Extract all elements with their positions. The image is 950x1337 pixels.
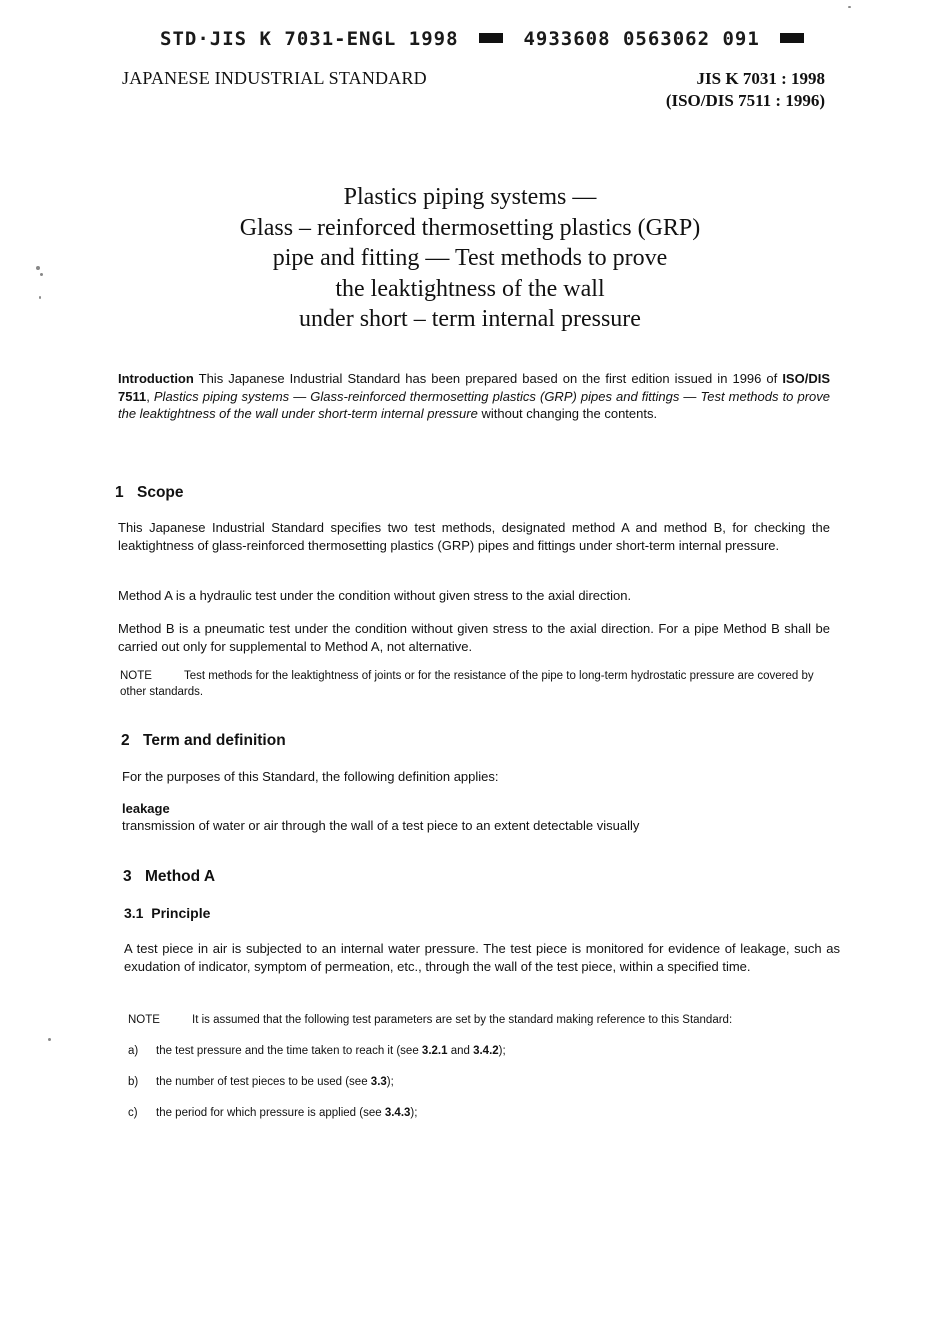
clause-ref: 3.4.2 — [473, 1045, 499, 1057]
intro-label: Introduction — [118, 371, 194, 386]
principle-paragraph: A test piece in air is subjected to an internal water pressure. The test piece is monitored for evidence of leakage, such as exudation of indicator, symptom of permeation, etc., through the wall of the test piece, within a specified time. — [124, 941, 840, 974]
note-label: NOTE — [128, 1014, 160, 1026]
scope-paragraph: This Japanese Industrial Standard specifies two test methods, designated method A and method B, for checking the leaktightness of glass-reinforced thermosetting plastics (GRP) pipes and fittings under short-term internal pressure. — [118, 520, 830, 553]
note-label: NOTE — [120, 670, 152, 682]
list-text: ); — [386, 1076, 394, 1088]
subsection-number: 3.1 — [124, 905, 144, 921]
redaction-block-icon — [780, 33, 804, 43]
title-line: under short – term internal pressure — [299, 306, 641, 332]
standard-name: JAPANESE INDUSTRIAL STANDARD — [122, 68, 427, 88]
note-text: It is assumed that the following test parameters are set by the standard making reference to this Standard: — [192, 1014, 733, 1026]
section-number: 3 — [123, 868, 132, 885]
document-title — [120, 182, 820, 335]
title-line: pipe and fitting — Test methods to prove — [272, 245, 668, 271]
jis-code: JIS K 7031 : 1998 — [696, 69, 825, 88]
list-label: b) — [128, 1076, 139, 1088]
note-text: Test methods for the leaktightness of joints or for the resistance of the pipe to long-term hydrostatic pressure are covered by other standards. — [120, 670, 814, 698]
title-line: Plastics piping systems — — [343, 184, 597, 210]
list-item — [128, 1076, 394, 1088]
document-stamp — [160, 28, 812, 50]
list-text: and — [447, 1045, 474, 1057]
scope-note — [120, 669, 842, 700]
list-item — [128, 1107, 417, 1119]
stamp-left: STD·JIS K 7031-ENGL 1998 — [160, 28, 459, 50]
subsection-title: Principle — [151, 905, 211, 921]
section-heading — [123, 868, 215, 886]
principle-note — [128, 1013, 850, 1029]
stamp-right: 4933608 0563062 091 — [523, 28, 760, 50]
method-b-paragraph: Method B is a pneumatic test under the condition without given stress to the axial direction. For a pipe Method B shall be carried out only for supplemental to Method A, not alternative. — [118, 621, 830, 654]
term-definition: transmission of water or air through the wall of a test piece to an extent detectable visually — [122, 818, 640, 833]
list-text: the period for which pressure is applied (see — [156, 1107, 385, 1119]
clause-ref: 3.4.3 — [384, 1107, 411, 1119]
definition-intro: For the purposes of this Standard, the following definition applies: — [122, 769, 499, 784]
intro-text-end: without changing the contents. — [477, 406, 658, 421]
iso-reference: (ISO/DIS 7511 : 1996) — [665, 91, 825, 110]
section-title: Scope — [137, 484, 184, 501]
list-text: ); — [410, 1107, 418, 1119]
title-line: Glass – reinforced thermosetting plastics (GRP) — [239, 214, 701, 241]
section-heading — [115, 484, 184, 502]
iso-title: Plastics piping systems — Glass-reinforced thermosetting plastics (GRP) pipes and fittings — Test methods to prove the leaktightness of the wall under short-term internal pressure — [118, 388, 830, 421]
intro-text: This Japanese Industrial Standard has been prepared based on the first edition issued in 1996 of — [193, 371, 783, 386]
section-title: Term and definition — [143, 732, 286, 749]
standard-code — [666, 68, 825, 112]
term: leakage — [122, 801, 170, 816]
introduction-paragraph — [118, 370, 830, 423]
title-line: the leaktightness of the wall — [335, 275, 605, 302]
clause-ref: 3.2.1 — [421, 1045, 448, 1057]
list-text: the test pressure and the time taken to reach it (see — [156, 1045, 422, 1057]
clause-ref: 3.3 — [370, 1076, 387, 1088]
list-item — [128, 1045, 506, 1057]
intro-sep: , — [146, 388, 154, 404]
section-heading — [121, 732, 286, 750]
redaction-block-icon — [479, 33, 503, 43]
list-label: c) — [128, 1107, 138, 1119]
section-number: 1 — [115, 484, 124, 501]
list-text: the number of test pieces to be used (see — [156, 1076, 371, 1088]
section-title: Method A — [145, 868, 216, 885]
section-number: 2 — [121, 732, 130, 749]
subsection-heading — [124, 905, 210, 921]
iso-ref: ISO/DIS 7511 — [118, 371, 830, 404]
method-a-paragraph: Method A is a hydraulic test under the condition without given stress to the axial direction. — [118, 588, 632, 603]
list-label: a) — [128, 1045, 139, 1057]
list-text: ); — [498, 1045, 506, 1057]
